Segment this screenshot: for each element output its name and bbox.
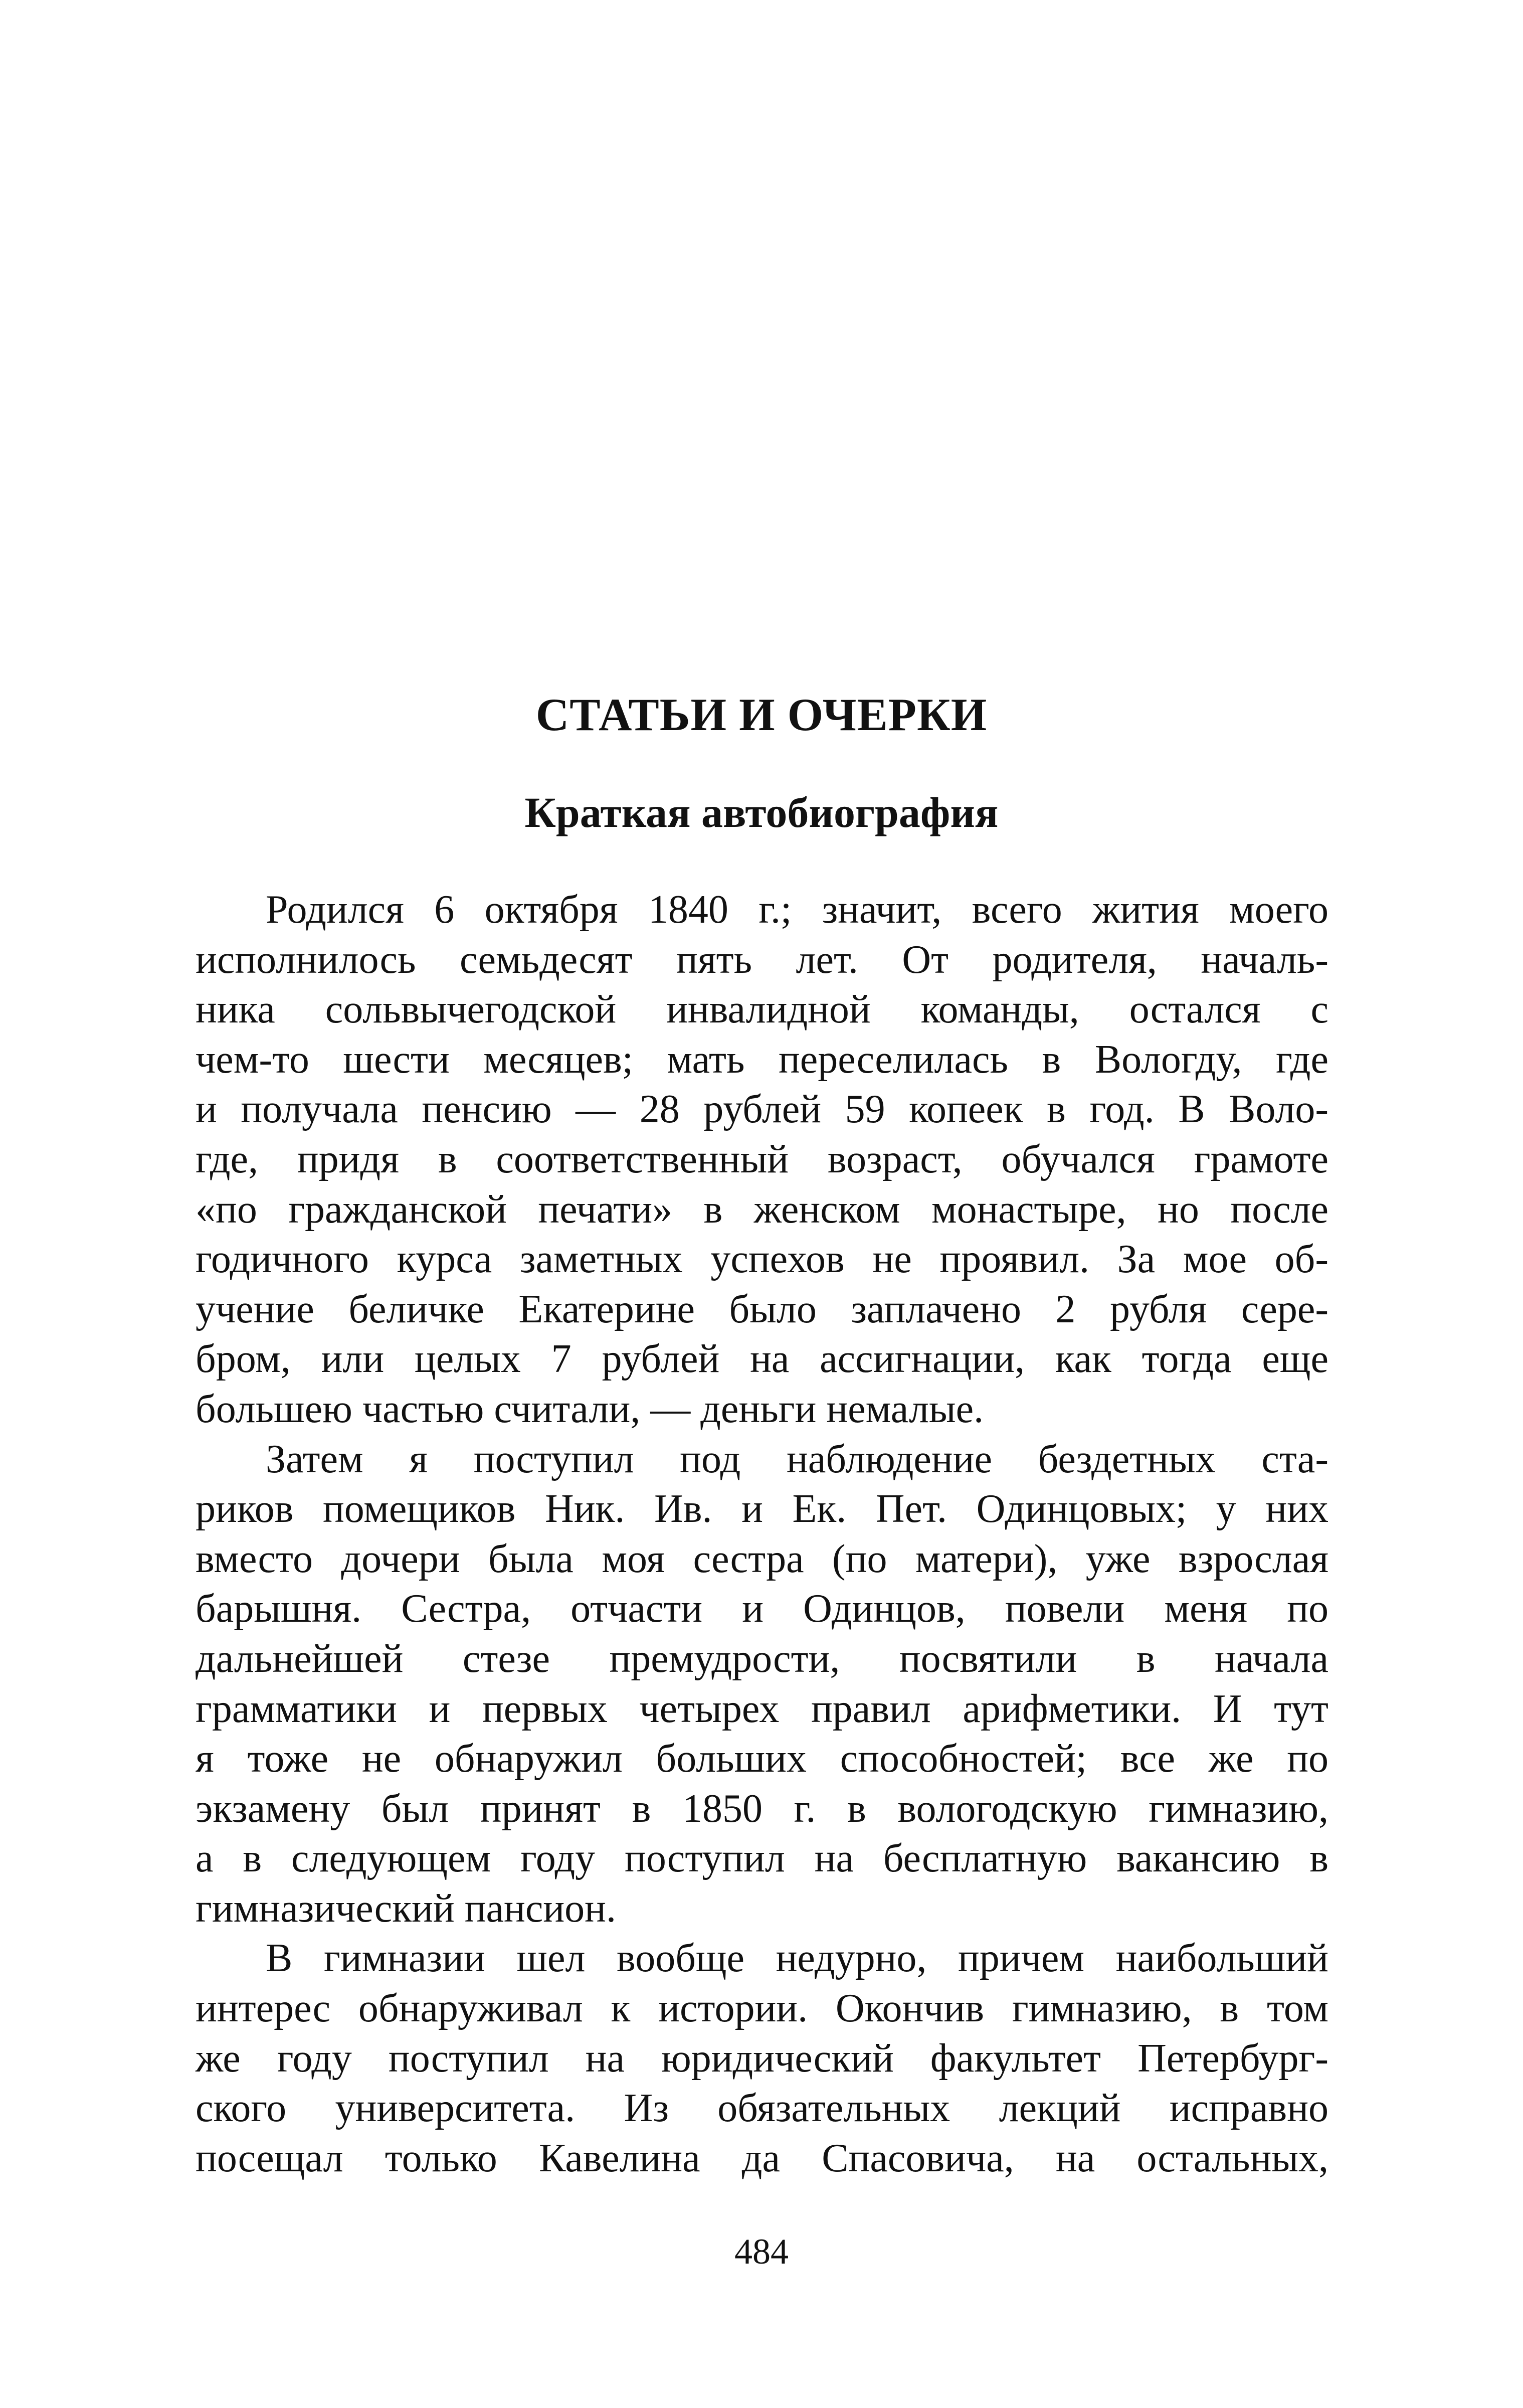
text-line: вместо дочери была моя сестра (по матери), уже взрослая xyxy=(196,1536,1328,1581)
text-line: грамматики и первых четырех правил арифметики. И тут xyxy=(196,1686,1328,1731)
section-title: СТАТЬИ И ОЧЕРКИ xyxy=(535,689,988,740)
text-line: ского университета. Из обязательных лекций исправно xyxy=(196,2086,1328,2131)
text-line: интерес обнаруживал к истории. Окончив гимназию, в том xyxy=(196,1986,1328,2031)
text-line: годичного курса заметных успехов не проявил. За мое об- xyxy=(196,1237,1328,1282)
text-line: где, придя в соответственный возраст, обучался грамоте xyxy=(196,1137,1328,1181)
text-line: учение беличке Екатерине было заплачено 2 рубля сере- xyxy=(196,1287,1328,1331)
text-line: же году поступил на юридический факультет Петербург- xyxy=(196,2036,1328,2081)
text-line: В гимназии шел вообще недурно, причем наибольший xyxy=(266,1936,1328,1981)
text-line: гимназический пансион. xyxy=(196,1886,616,1931)
article-body xyxy=(196,885,1328,2183)
text-line: посещал только Кавелина да Спасовича, на остальных, xyxy=(196,2136,1328,2180)
text-line: Затем я поступил под наблюдение бездетных ста- xyxy=(266,1437,1328,1481)
text-line: риков помещиков Ник. Ив. и Ек. Пет. Одинцовых; у них xyxy=(196,1487,1328,1531)
text-line: чем-то шести месяцев; мать переселилась в Вологду, где xyxy=(196,1037,1328,1082)
text-line: «по гражданской печати» в женском монастыре, но после xyxy=(196,1187,1328,1232)
text-line: барышня. Сестра, отчасти и Одинцов, повели меня по xyxy=(196,1587,1328,1631)
text-line: исполнилось семьдесят пять лет. От родителя, началь- xyxy=(196,937,1328,982)
text-line: я тоже не обнаружил больших способностей; все же по xyxy=(196,1737,1328,1781)
text-line: и получала пенсию — 28 рублей 59 копеек в год. В Воло- xyxy=(196,1087,1328,1132)
text-line: дальнейшей стезе премудрости, посвятили в начала xyxy=(196,1636,1328,1681)
article-title: Краткая автобиография xyxy=(524,788,999,836)
text-line: ника сольвычегодской инвалидной команды, остался с xyxy=(196,987,1328,1032)
page-number: 484 xyxy=(734,2231,789,2272)
text-line: Родился 6 октября 1840 г.; значит, всего жития моего xyxy=(266,888,1328,932)
text-line: а в следующем году поступил на бесплатную вакансию в xyxy=(196,1836,1328,1881)
text-line: большею частью считали, — деньги немалые. xyxy=(196,1387,984,1431)
text-line: экзамену был принят в 1850 г. в вологодскую гимназию, xyxy=(196,1786,1328,1831)
text-line: бром, или целых 7 рублей на ассигнации, как тогда еще xyxy=(196,1337,1328,1382)
